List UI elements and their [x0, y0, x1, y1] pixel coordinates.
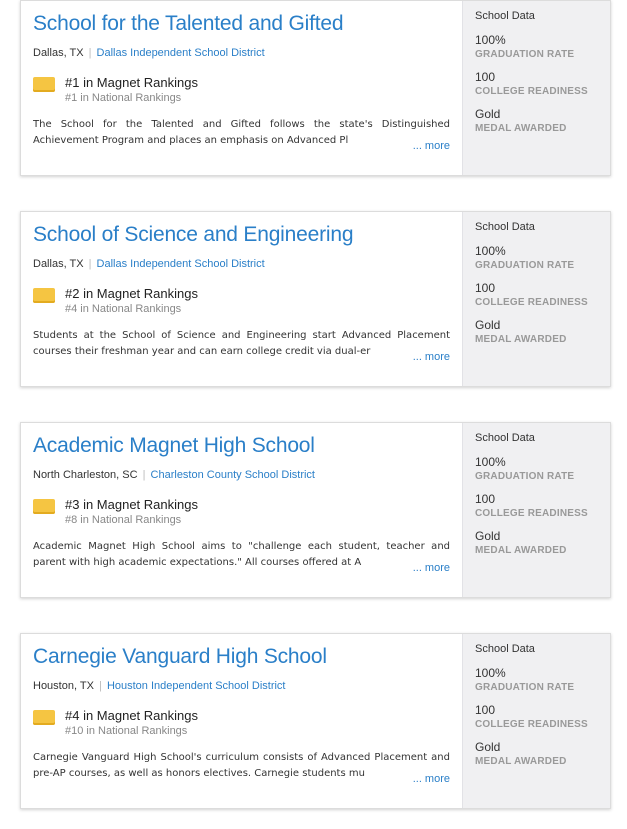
- school-card: [20, 633, 611, 809]
- ranking-block: [33, 496, 450, 527]
- magnet-rank: #2 in Magnet Rankings: [65, 286, 198, 301]
- school-city: Houston, TX: [33, 680, 94, 692]
- school-card-main: [21, 423, 462, 597]
- school-location: [33, 679, 450, 693]
- more-link[interactable]: ... more: [389, 772, 450, 786]
- stat-value: 100%: [475, 244, 506, 258]
- stat-college-readiness: [475, 281, 598, 309]
- stat-medal: [475, 107, 598, 135]
- school-card-main: [21, 1, 462, 175]
- school-name-link[interactable]: Academic Magnet High School: [33, 434, 315, 457]
- school-data-title: School Data: [475, 432, 535, 444]
- school-card: [20, 0, 611, 176]
- school-name-link[interactable]: School of Science and Engineering: [33, 223, 354, 246]
- school-name-link[interactable]: Carnegie Vanguard High School: [33, 645, 327, 668]
- school-card-main: [21, 634, 462, 808]
- stat-college-readiness: [475, 703, 598, 731]
- medal-icon: [33, 499, 55, 514]
- school-location: [33, 257, 450, 271]
- district-link[interactable]: Dallas Independent School District: [96, 258, 265, 270]
- school-description: Carnegie Vanguard High School's curriculum consists of Advanced Placement and pre-AP courses, as well as honors electives. Carnegie students mu: [33, 752, 450, 779]
- stat-value: Gold: [475, 107, 501, 121]
- school-data-title: School Data: [475, 10, 535, 22]
- stat-label: MEDAL AWARDED: [475, 334, 567, 345]
- stat-label: COLLEGE READINESS: [475, 719, 588, 730]
- national-rank: #8 in National Rankings: [65, 514, 182, 526]
- school-location: [33, 46, 450, 60]
- more-link[interactable]: ... more: [389, 561, 450, 575]
- school-description: Students at the School of Science and Engineering start Advanced Placement courses their freshman year and can earn college credit via dual-er: [33, 330, 450, 357]
- stat-value: Gold: [475, 740, 501, 754]
- stat-value: Gold: [475, 318, 501, 332]
- stat-college-readiness: [475, 70, 598, 98]
- national-rank: #1 in National Rankings: [65, 92, 182, 104]
- district-link[interactable]: Charleston County School District: [150, 469, 315, 481]
- location-separator: |: [88, 47, 92, 59]
- stat-graduation: [475, 455, 598, 483]
- magnet-rank: #3 in Magnet Rankings: [65, 497, 198, 512]
- national-rank: #4 in National Rankings: [65, 303, 182, 315]
- medal-icon: [33, 288, 55, 303]
- district-link[interactable]: Houston Independent School District: [106, 680, 286, 692]
- stat-medal: [475, 529, 598, 557]
- stat-label: MEDAL AWARDED: [475, 545, 567, 556]
- school-data-panel: [462, 1, 610, 175]
- school-data-panel: [462, 423, 610, 597]
- stat-graduation: [475, 244, 598, 272]
- stat-value: Gold: [475, 529, 501, 543]
- stat-medal: [475, 740, 598, 768]
- stat-label: GRADUATION RATE: [475, 260, 575, 271]
- stat-medal: [475, 318, 598, 346]
- more-link[interactable]: ... more: [389, 139, 450, 153]
- stat-value: 100: [475, 703, 496, 717]
- magnet-rank: #1 in Magnet Rankings: [65, 75, 198, 90]
- ranking-block: [33, 74, 450, 105]
- school-description: Academic Magnet High School aims to "challenge each student, teacher and parent with high academic expectations." All courses offered at A: [33, 541, 450, 568]
- school-data-panel: [462, 634, 610, 808]
- national-rank: #10 in National Rankings: [65, 725, 188, 737]
- location-separator: |: [99, 680, 102, 692]
- medal-icon: [33, 710, 55, 725]
- school-city: Dallas, TX: [33, 47, 84, 59]
- stat-graduation: [475, 666, 598, 694]
- stat-value: 100: [475, 281, 496, 295]
- school-description: The School for the Talented and Gifted follows the state's Distinguished Achievement Program and places an emphasis on Advanced Pl: [33, 119, 450, 146]
- more-link[interactable]: ... more: [389, 350, 450, 364]
- stat-college-readiness: [475, 492, 598, 520]
- stat-label: MEDAL AWARDED: [475, 756, 567, 767]
- stat-label: COLLEGE READINESS: [475, 86, 588, 97]
- stat-label: GRADUATION RATE: [475, 49, 575, 60]
- school-card: [20, 211, 611, 387]
- stat-value: 100%: [475, 666, 506, 680]
- school-name-link[interactable]: School for the Talented and Gifted: [33, 12, 344, 35]
- medal-icon: [33, 77, 55, 92]
- school-city: North Charleston, SC: [33, 469, 138, 481]
- ranking-block: [33, 707, 450, 738]
- ranking-block: [33, 285, 450, 316]
- stat-label: COLLEGE READINESS: [475, 508, 588, 519]
- stat-value: 100: [475, 492, 496, 506]
- stat-label: GRADUATION RATE: [475, 682, 575, 693]
- stat-label: COLLEGE READINESS: [475, 297, 588, 308]
- school-location: [33, 468, 450, 482]
- school-data-title: School Data: [475, 221, 535, 233]
- magnet-rank: #4 in Magnet Rankings: [65, 708, 198, 723]
- stat-graduation: [475, 33, 598, 61]
- stat-value: 100: [475, 70, 496, 84]
- school-card: [20, 422, 611, 598]
- stat-label: MEDAL AWARDED: [475, 123, 567, 134]
- school-city: Dallas, TX: [33, 258, 84, 270]
- stat-value: 100%: [475, 455, 506, 469]
- location-separator: |: [88, 258, 92, 270]
- stat-value: 100%: [475, 33, 506, 47]
- stat-label: GRADUATION RATE: [475, 471, 575, 482]
- location-separator: |: [142, 469, 146, 481]
- school-data-panel: [462, 212, 610, 386]
- school-data-title: School Data: [475, 643, 535, 655]
- district-link[interactable]: Dallas Independent School District: [96, 47, 265, 59]
- school-card-main: [21, 212, 462, 386]
